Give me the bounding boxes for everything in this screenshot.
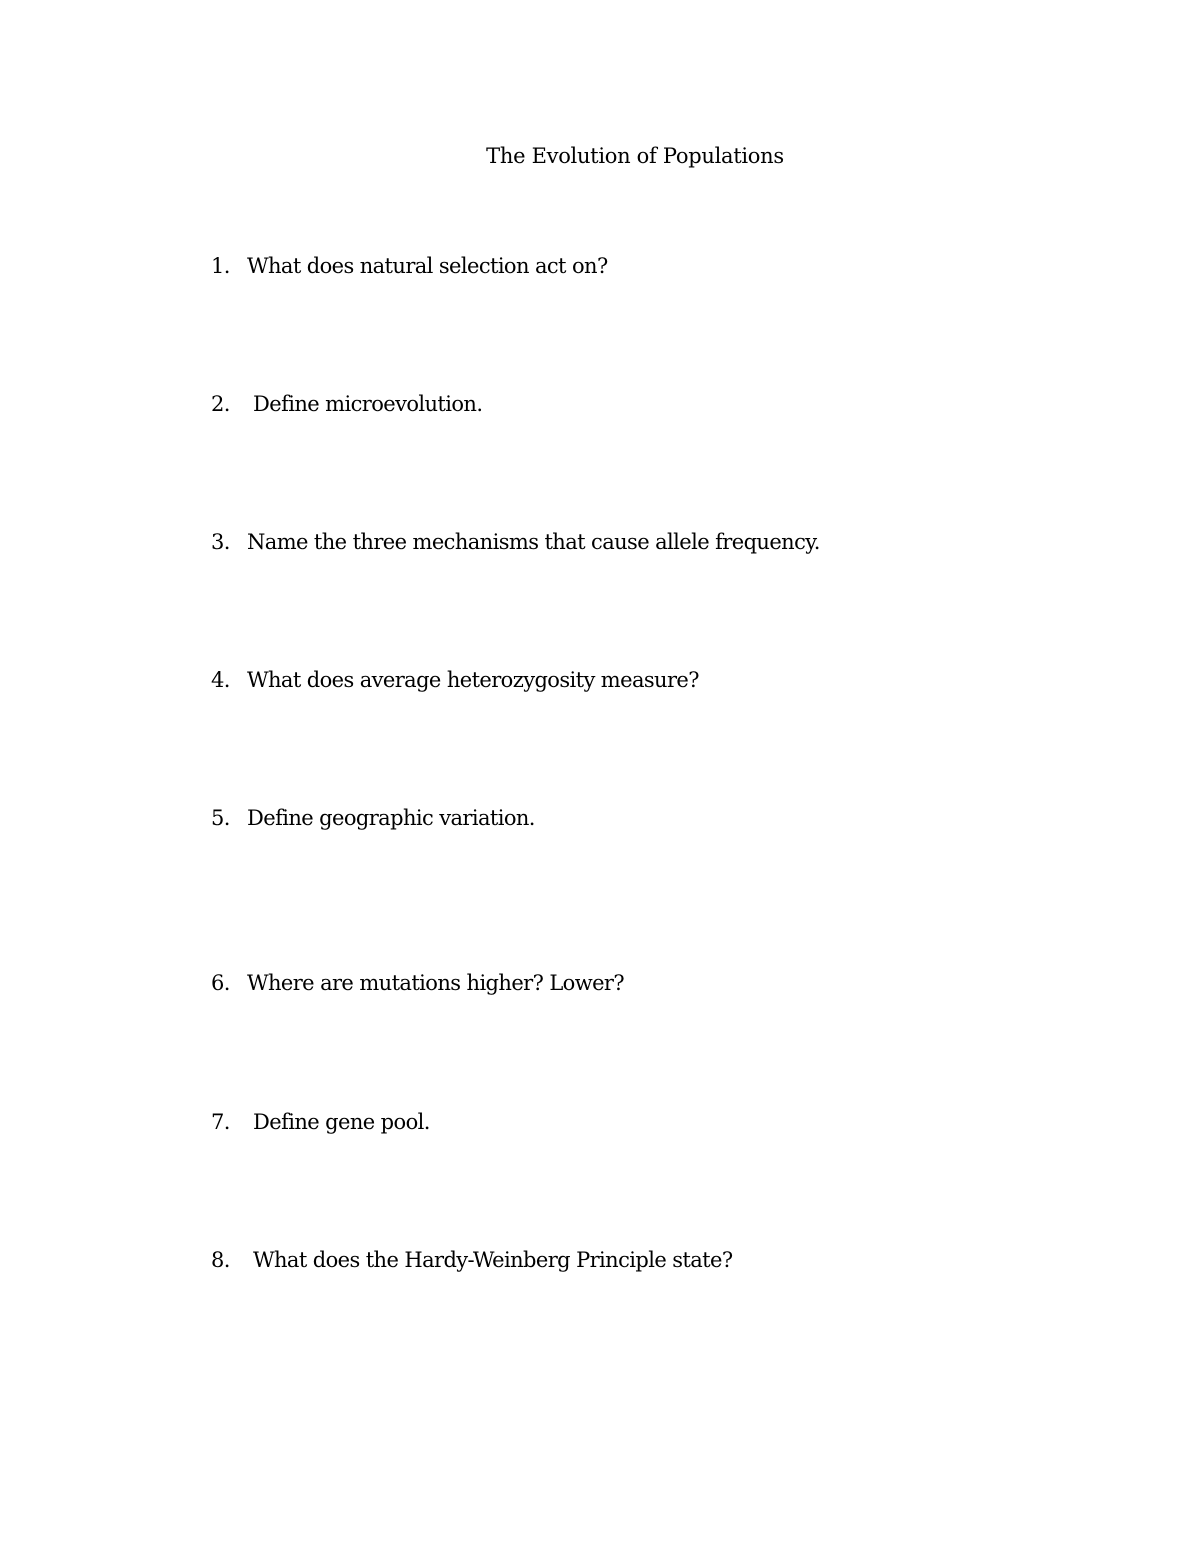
page-title: The Evolution of Populations: [486, 144, 784, 168]
question-text: What does natural selection act on?: [247, 254, 608, 278]
question-number: 7.: [211, 1110, 230, 1134]
question-text: What does the Hardy-Weinberg Principle state?: [253, 1248, 733, 1272]
question-text: Define gene pool.: [253, 1110, 430, 1134]
question-1: [211, 252, 608, 280]
question-3: [211, 528, 820, 556]
question-text: Define microevolution.: [253, 392, 483, 416]
question-8: [211, 1246, 732, 1274]
question-text: What does average heterozygosity measure?: [247, 668, 699, 692]
question-5: [211, 804, 535, 832]
question-number: 6.: [211, 971, 230, 995]
question-7: [211, 1108, 430, 1136]
question-number: 1.: [211, 254, 230, 278]
question-text: Define geographic variation.: [247, 806, 535, 830]
question-number: 2.: [211, 392, 230, 416]
question-2: [211, 390, 482, 418]
question-text: Where are mutations higher? Lower?: [247, 971, 625, 995]
question-text: Name the three mechanisms that cause allele frequency.: [247, 530, 820, 554]
question-4: [211, 666, 699, 694]
question-number: 3.: [211, 530, 230, 554]
question-number: 5.: [211, 806, 230, 830]
question-number: 4.: [211, 668, 230, 692]
question-number: 8.: [211, 1248, 230, 1272]
question-6: [211, 969, 624, 997]
